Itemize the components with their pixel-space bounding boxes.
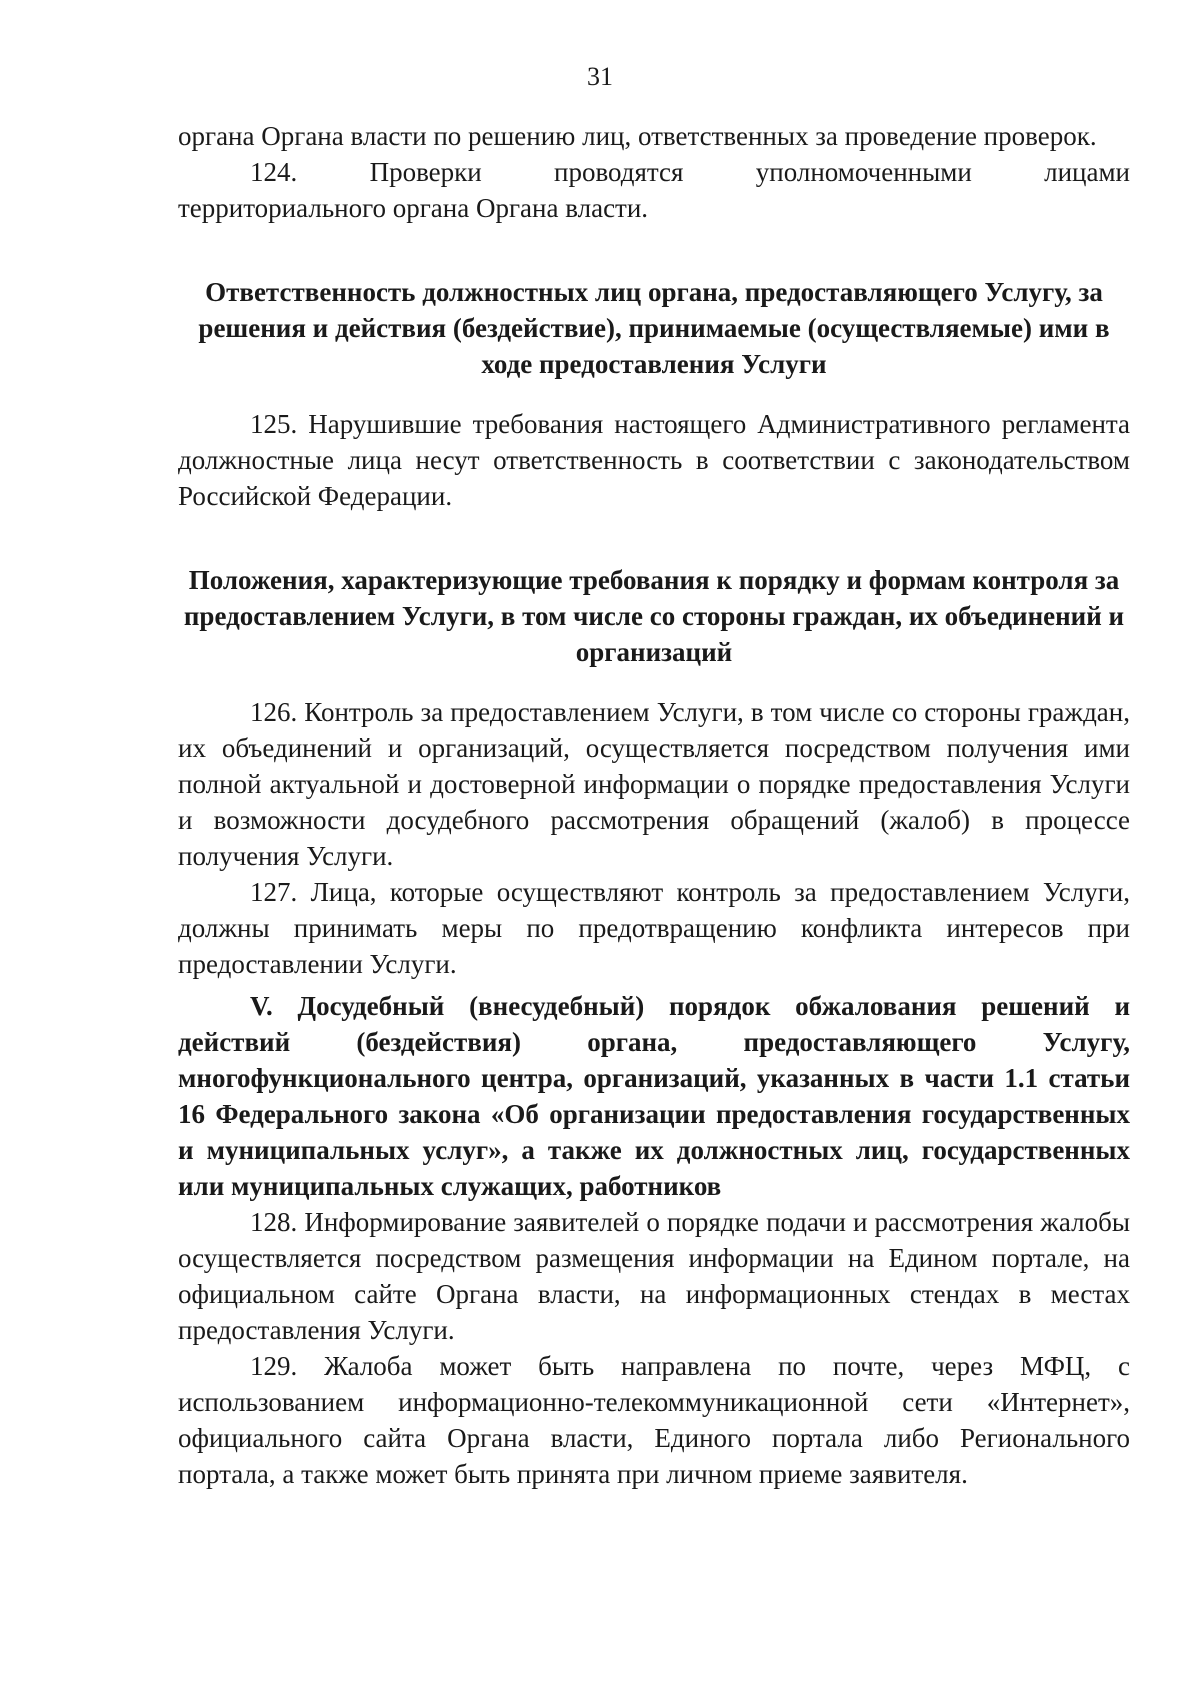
section-heading-responsibility: Ответственность должностных лиц органа, предоставляющего Услугу, за решения и действия (бездействие), принимаемые (осуществляемые) ими в ходе предоставления Услуги xyxy=(198,277,1110,379)
document-body xyxy=(178,118,1130,1492)
paragraph-129: 129. Жалоба может быть направлена по почте, через МФЦ, с использованием информационно-телекоммуникационной сети «Интернет», официального сайта Органа власти, Единого портала либо Регионального портала, а также может быть принята при личном приеме заявителя. xyxy=(178,1351,1130,1489)
chapter-heading-v: V. Досудебный (внесудебный) порядок обжалования решений и действий (бездействия) органа, предоставляющего Услугу, многофункционального центра, организаций, указанных в части 1.1 статьи 16 Федерального закона «Об организации предоставления государственных и муниципальных услуг», а также их должностных лиц, государственных или муниципальных служащих, работников xyxy=(178,991,1130,1201)
section-heading-control: Положения, характеризующие требования к порядку и формам контроля за предоставлением Услуги, в том числе со стороны граждан, их объединений и организаций xyxy=(183,565,1125,667)
paragraph-127: 127. Лица, которые осуществляют контроль за предоставлением Услуги, должны принимать меры по предотвращению конфликта интересов при предоставлении Услуги. xyxy=(178,877,1130,979)
paragraph-125: 125. Нарушившие требования настоящего Административного регламента должностные лица несут ответственность в соответствии с законодательством Российской Федерации. xyxy=(178,409,1130,511)
paragraph-126: 126. Контроль за предоставлением Услуги, в том числе со стороны граждан, их объединений и организаций, осуществляется посредством получения ими полной актуальной и достоверной информации о порядке предоставления Услуги и возможности досудебного рассмотрения обращений (жалоб) в процессе получения Услуги. xyxy=(178,697,1130,871)
paragraph-128: 128. Информирование заявителей о порядке подачи и рассмотрения жалобы осуществляется посредством размещения информации на Едином портале, на официальном сайте Органа власти, на информационных стендах в местах предоставления Услуги. xyxy=(178,1207,1130,1345)
paragraph-124-line1: 124. Проверки проводятся уполномоченными лицами xyxy=(250,157,1130,187)
page-number: 31 xyxy=(587,62,613,91)
paragraph-continued: органа Органа власти по решению лиц, ответственных за проведение проверок. xyxy=(178,121,1097,151)
paragraph-124-line2: территориального органа Органа власти. xyxy=(178,193,649,223)
